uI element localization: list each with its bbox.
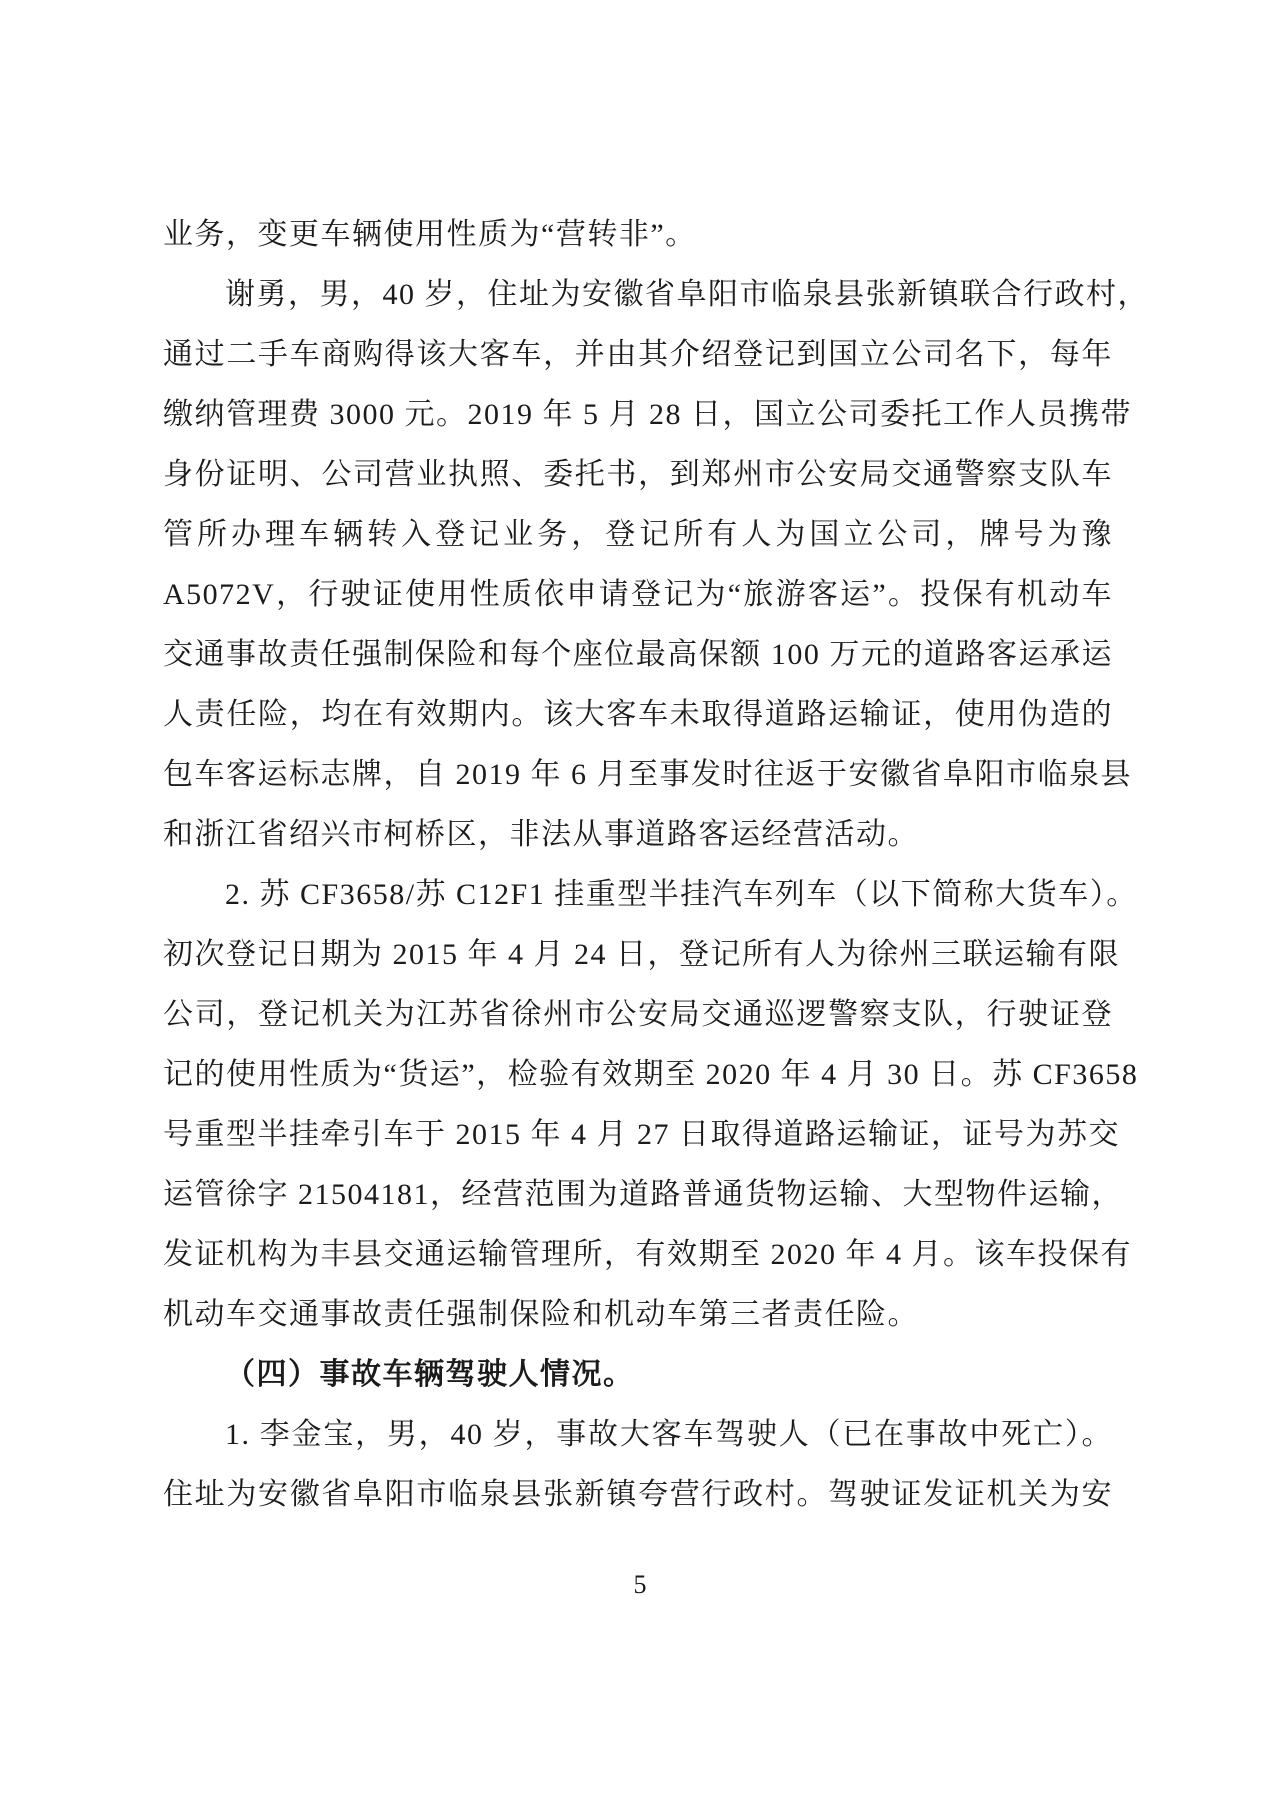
text-line-paragraph-start: 谢勇，男，40 岁，住址为安徽省阜阳市临泉县张新镇联合行政村， bbox=[225, 278, 1149, 311]
document-body bbox=[163, 205, 1149, 1525]
text-line: 初次登记日期为 2015 年 4 月 24 日，登记所有人为徐州三联运输有限 bbox=[163, 938, 1120, 971]
text-line: 管所办理车辆转入登记业务，登记所有人为国立公司，牌号为豫 bbox=[163, 518, 1113, 551]
text-line: 缴纳管理费 3000 元。2019 年 5 月 28 日，国立公司委托工作人员携带 bbox=[163, 398, 1132, 431]
text-line: 通过二手车商购得该大客车，并由其介绍登记到国立公司名下，每年 bbox=[163, 338, 1113, 371]
text-line: 身份证明、公司营业执照、委托书，到郑州市公安局交通警察支队车 bbox=[163, 458, 1113, 491]
text-line: 公司，登记机关为江苏省徐州市公安局交通巡逻警察支队，行驶证登 bbox=[163, 998, 1113, 1031]
text-line: 运管徐字 21504181，经营范围为道路普通货物运输、大型物件运输， bbox=[163, 1178, 1123, 1211]
text-line: 包车客运标志牌，自 2019 年 6 月至事发时往返于安徽省阜阳市临泉县 bbox=[163, 758, 1132, 791]
text-line: 记的使用性质为“货运”，检验有效期至 2020 年 4 月 30 日。苏 CF3658 bbox=[163, 1058, 1139, 1091]
text-line: 交通事故责任强制保险和每个座位最高保额 100 万元的道路客运承运 bbox=[163, 638, 1113, 671]
text-line: 发证机构为丰县交通运输管理所，有效期至 2020 年 4 月。该车投保有 bbox=[163, 1238, 1132, 1271]
page-number: 5 bbox=[633, 1570, 647, 1599]
text-line: A5072V，行驶证使用性质依申请登记为“旅游客运”。投保有机动车 bbox=[163, 578, 1113, 611]
text-line: 住址为安徽省阜阳市临泉县张新镇夸营行政村。驾驶证发证机关为安 bbox=[163, 1478, 1113, 1511]
text-line-paragraph-start: 2. 苏 CF3658/苏 C12F1 挂重型半挂汽车列车（以下简称大货车）。 bbox=[225, 878, 1138, 911]
text-line: 号重型半挂牵引车于 2015 年 4 月 27 日取得道路运输证，证号为苏交 bbox=[163, 1118, 1120, 1151]
text-line: 业务，变更车辆使用性质为“营转非”。 bbox=[163, 218, 697, 251]
section-heading: （四）事故车辆驾驶人情况。 bbox=[225, 1358, 635, 1391]
text-line: 人责任险，均在有效期内。该大客车未取得道路运输证，使用伪造的 bbox=[163, 698, 1113, 731]
text-line: 和浙江省绍兴市柯桥区，非法从事道路客运经营活动。 bbox=[163, 818, 919, 851]
text-line: 机动车交通事故责任强制保险和机动车第三者责任险。 bbox=[163, 1298, 919, 1331]
text-line-paragraph-start: 1. 李金宝，男，40 岁，事故大客车驾驶人（已在事故中死亡）。 bbox=[225, 1418, 1113, 1451]
